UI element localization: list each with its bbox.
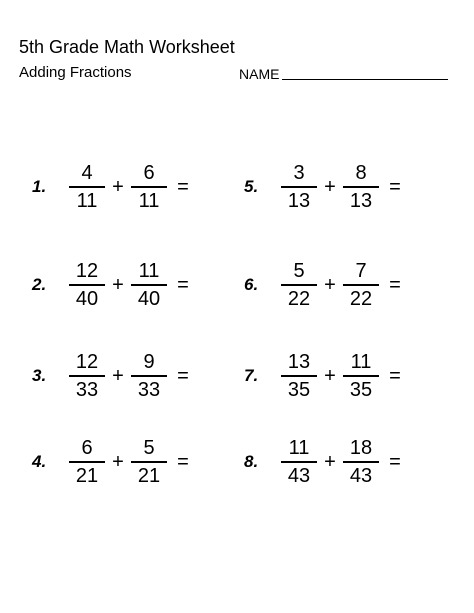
equals-sign: = [389, 176, 401, 198]
numerator: 12 [75, 260, 99, 282]
worksheet-subtitle: Adding Fractions [19, 64, 132, 81]
second-fraction [340, 161, 382, 213]
equals-sign: = [389, 274, 401, 296]
problem-number: 3. [32, 366, 47, 385]
denominator: 33 [75, 379, 99, 401]
problem-number: 4. [32, 452, 47, 471]
plus-sign: + [112, 451, 124, 473]
numerator: 5 [293, 260, 305, 282]
fraction-bar [69, 186, 105, 188]
worksheet-title: 5th Grade Math Worksheet [19, 37, 235, 57]
second-fraction [128, 259, 170, 311]
plus-sign: + [112, 365, 124, 387]
problem-number: 2. [32, 275, 47, 294]
first-fraction [278, 161, 320, 213]
problem-3 [32, 346, 196, 406]
plus-sign: + [324, 451, 336, 473]
numerator: 11 [138, 260, 160, 282]
fraction-bar [281, 375, 317, 377]
numerator: 6 [81, 437, 93, 459]
denominator: 43 [349, 465, 373, 487]
plus-sign: + [112, 274, 124, 296]
numerator: 9 [143, 351, 155, 373]
problem-2 [32, 255, 196, 315]
first-fraction [278, 259, 320, 311]
denominator: 11 [138, 190, 160, 212]
denominator: 13 [349, 190, 373, 212]
first-fraction [66, 259, 108, 311]
second-fraction [128, 350, 170, 402]
problem-number: 6. [244, 275, 259, 294]
numerator: 11 [350, 351, 372, 373]
fraction-bar [343, 284, 379, 286]
fraction-bar [281, 461, 317, 463]
first-fraction [66, 350, 108, 402]
denominator: 22 [349, 288, 373, 310]
plus-sign: + [324, 365, 336, 387]
fraction-bar [69, 375, 105, 377]
second-fraction [128, 161, 170, 213]
problem-1 [32, 157, 196, 217]
problem-number: 8. [244, 452, 259, 471]
first-fraction [66, 436, 108, 488]
denominator: 40 [75, 288, 99, 310]
name-blank-line [282, 79, 448, 80]
fraction-bar [281, 186, 317, 188]
numerator: 8 [355, 162, 367, 184]
second-fraction [340, 350, 382, 402]
plus-sign: + [324, 274, 336, 296]
plus-sign: + [112, 176, 124, 198]
numerator: 3 [293, 162, 305, 184]
equals-sign: = [389, 451, 401, 473]
fraction-bar [343, 461, 379, 463]
numerator: 5 [143, 437, 155, 459]
denominator: 11 [76, 190, 98, 212]
fraction-bar [343, 375, 379, 377]
numerator: 6 [143, 162, 155, 184]
numerator: 4 [81, 162, 93, 184]
second-fraction [128, 436, 170, 488]
fraction-bar [69, 284, 105, 286]
denominator: 21 [137, 465, 161, 487]
fraction-bar [343, 186, 379, 188]
plus-sign: + [324, 176, 336, 198]
fraction-bar [131, 375, 167, 377]
equals-sign: = [177, 451, 189, 473]
second-fraction [340, 259, 382, 311]
denominator: 40 [137, 288, 161, 310]
problem-6 [244, 255, 408, 315]
first-fraction [66, 161, 108, 213]
equals-sign: = [389, 365, 401, 387]
name-field [239, 66, 448, 82]
numerator: 12 [75, 351, 99, 373]
equals-sign: = [177, 274, 189, 296]
problem-4 [32, 432, 196, 492]
problem-number: 1. [32, 177, 47, 196]
fraction-bar [131, 461, 167, 463]
numerator: 11 [288, 437, 310, 459]
denominator: 21 [75, 465, 99, 487]
first-fraction [278, 350, 320, 402]
second-fraction [340, 436, 382, 488]
fraction-bar [69, 461, 105, 463]
equals-sign: = [177, 365, 189, 387]
denominator: 22 [287, 288, 311, 310]
numerator: 18 [349, 437, 373, 459]
problem-5 [244, 157, 408, 217]
problem-number: 7. [244, 366, 259, 385]
first-fraction [278, 436, 320, 488]
problem-8 [244, 432, 408, 492]
numerator: 7 [355, 260, 367, 282]
denominator: 13 [287, 190, 311, 212]
problem-number: 5. [244, 177, 259, 196]
fraction-bar [131, 284, 167, 286]
denominator: 35 [287, 379, 311, 401]
numerator: 13 [287, 351, 311, 373]
problem-7 [244, 346, 408, 406]
denominator: 35 [349, 379, 373, 401]
fraction-bar [131, 186, 167, 188]
name-label: NAME [239, 66, 280, 82]
fraction-bar [281, 284, 317, 286]
equals-sign: = [177, 176, 189, 198]
denominator: 33 [137, 379, 161, 401]
denominator: 43 [287, 465, 311, 487]
